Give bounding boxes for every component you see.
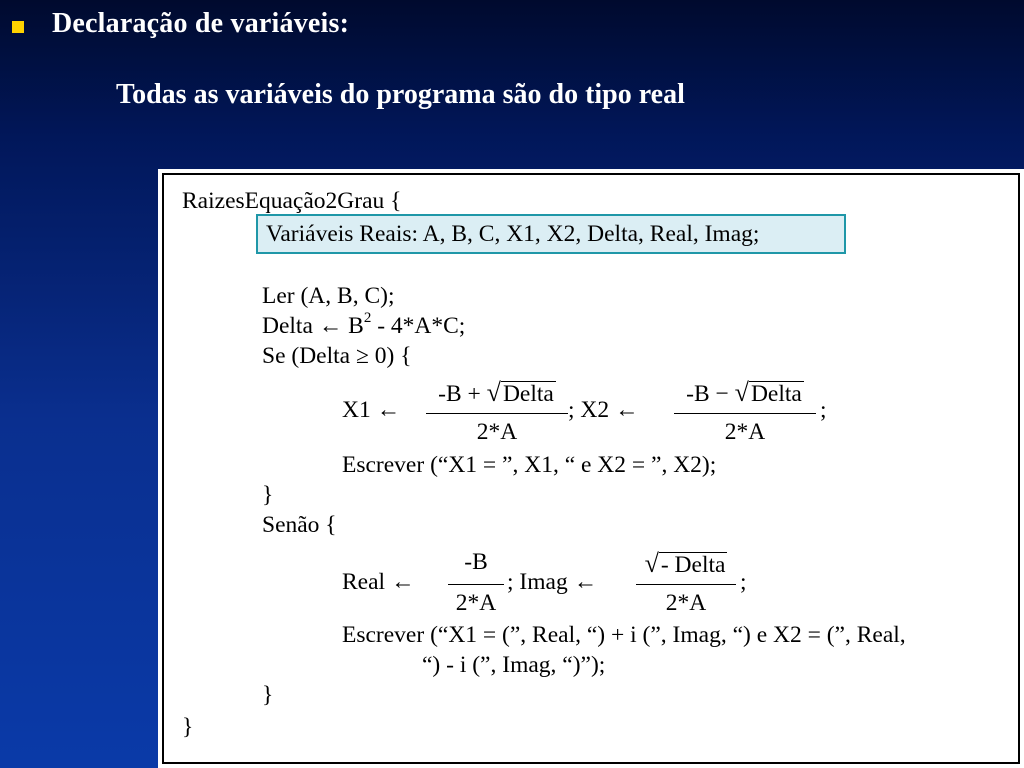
real-numerator: -B: [464, 549, 488, 575]
x2-semicolon: ;: [820, 397, 827, 423]
declaration-line: Variáveis Reais: A, B, C, X1, X2, Delta, Real, Imag;: [266, 221, 760, 247]
imag-semicolon: ;: [740, 569, 747, 595]
bullet-square-icon: [12, 21, 24, 33]
imag-root: - Delta: [660, 552, 726, 578]
x2-fraction: [674, 378, 816, 448]
write-line-1: Escrever (“X1 = ”, X1, “ e X2 = ”, X2);: [342, 452, 717, 478]
x1-denominator: 2*A: [476, 419, 518, 445]
code-header: RaizesEquação2Grau {: [182, 188, 402, 214]
x2-fraction-bar: [674, 413, 816, 414]
delta-prefix: Delta ← B: [262, 313, 364, 339]
imag-label: ; Imag ←: [507, 569, 598, 595]
real-label: Real ←: [342, 569, 415, 595]
slide-heading: Declaração de variáveis:: [52, 8, 350, 39]
x1-fraction: [426, 378, 568, 448]
real-fraction-bar: [448, 584, 504, 585]
code-panel: [158, 169, 1024, 768]
write-line-2b: “) - i (”, Imag, “)”);: [422, 652, 606, 678]
delta-suffix: - 4*A*C;: [371, 313, 466, 339]
x2-denominator: 2*A: [724, 419, 766, 445]
declaration-highlight: [256, 214, 846, 254]
x1-root: Delta: [502, 381, 554, 407]
close-brace-main: }: [182, 714, 194, 740]
delta-exponent: 2: [363, 310, 372, 326]
imag-denominator: 2*A: [665, 590, 707, 616]
if-line: Se (Delta ≥ 0) {: [262, 343, 412, 369]
real-fraction: [448, 549, 504, 619]
x1-label: X1 ←: [342, 397, 401, 423]
imag-numerator: √- Delta: [644, 549, 726, 578]
x2-numerator: -B − √Delta: [686, 378, 802, 407]
write-line-2a: Escrever (“X1 = (”, Real, “) + i (”, Imag, “) e X2 = (”, Real,: [342, 622, 906, 648]
imag-fraction: [636, 549, 736, 619]
x2-label: ; X2 ←: [568, 397, 639, 423]
x1-fraction-bar: [426, 413, 568, 414]
real-denominator: 2*A: [455, 590, 497, 616]
x2-root: Delta: [750, 381, 802, 407]
else-line: Senão {: [262, 512, 337, 538]
close-brace-if: }: [262, 482, 274, 508]
slide-subheading: Todas as variáveis do programa são do tipo real: [116, 79, 685, 110]
delta-line: [262, 310, 466, 339]
imag-fraction-bar: [636, 584, 736, 585]
read-line: Ler (A, B, C);: [262, 283, 395, 309]
code-frame: [162, 173, 1020, 764]
close-brace-else: }: [262, 682, 274, 708]
x1-numerator: -B + √Delta: [438, 378, 554, 407]
